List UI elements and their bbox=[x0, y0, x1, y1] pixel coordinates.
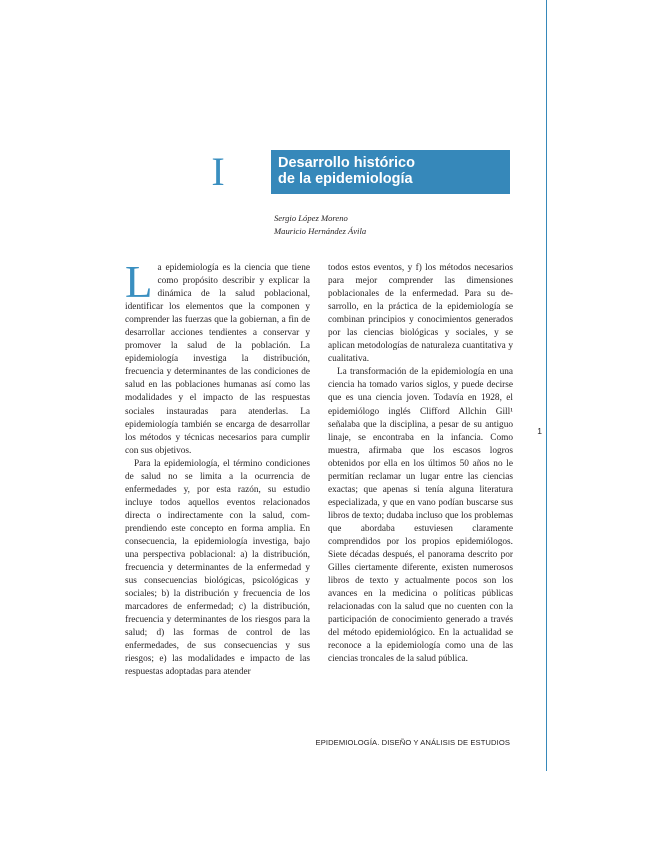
paragraph bbox=[125, 257, 310, 458]
drop-cap: L bbox=[125, 257, 153, 307]
paragraph: La transformación de la epidemiología en una ciencia ha tomado varios siglos, y puede decirse que es una ciencia joven. Todavía en 1928, el epidemiólogo inglés Clifford Allchin Gill¹ señalaba que la disciplina, a pesar de su antiguo linaje, se encontraba en la infancia. Como muestra, afirmaba que los escasos logros obtenidos por ella en los últimos 50 años no le permitían reclamar un lugar entre las ciencias exactas; que apenas si tenía alguna literatura especializada, y que en vano podían buscarse sus libros de texto; dudaba incluso que los problemas que abordaba estuviesen claramente comprendidos por los propios epidemiólogos. Siete décadas después, el panorama descrito por Gilles ciertamente diferente, existen numerosos libros de texto y actualmente pocos son los avances en la medicina o políticas públicas relacionadas con la salud que no cuenten con la participación de conocimiento generado a través del método epidemiológico. En la actualidad se reconoce a la epidemiología como una de las ciencias troncales de la salud pública. bbox=[328, 367, 513, 665]
text-column-right bbox=[328, 262, 513, 666]
chapter-title bbox=[271, 150, 510, 194]
margin-rule bbox=[546, 0, 547, 771]
chapter-title-line-1: Desarrollo histórico bbox=[278, 155, 415, 171]
chapter-title-line-2: de la epidemiología bbox=[278, 171, 413, 187]
author-name: Sergio López Moreno bbox=[274, 213, 348, 223]
author-name: Mauricio Hernández Ávila bbox=[274, 226, 367, 236]
paragraph-text: a epidemiología es la ciencia que tiene como propósito describir y explicar la dinámica de la salud poblacional, identificar los elementos que la componen y comprender las fuerzas que la gobiernan, a fin de desarrollar acciones tendientes a conservar y promover la salud de la población. La epidemiología investiga la distribución, frecuencia y determinantes de las condiciones de salud en las poblaciones humanas así como las modalidades y el impacto de las respuestas sociales instauradas para atenderlas. La epidemiología también se encarga de desarrollar los métodos y técnicas necesarios para cumplir con sus objetivos. bbox=[125, 263, 310, 456]
paragraph: Para la epidemiología, el término condiciones de salud no se limita a la ocurrencia de enfermedades y, por esta razón, su estudio incluye todos aquellos eventos relacionados directa o indirectamente con la salud, comprendiendo este concepto en forma amplia. En consecuencia, la epidemiología investiga, bajo una perspectiva poblacional: a) la distribución, frecuencia y determinantes de la enfermedad y sus consecuencias biológicas, psicológicas y sociales; b) la distribución y frecuencia de los marcadores de enfermedad; c) la distribución, frecuencia y determinantes de los riesgos para la salud; d) las formas de control de las enfermedades, de sus consecuencias y sus riesgos; e) las modalidades e impacto de las respuestas adoptadas para atender bbox=[125, 458, 310, 678]
text-column-left bbox=[125, 257, 310, 680]
paragraph: todos estos eventos, y f) los métodos necesarios para mejor comprender las dimensiones poblacionales de la enfermedad. Para su desarrollo, en la práctica de la epidemiología se combinan principios y conocimientos generados por las ciencias biológicas y sociales, y se aplican metodologías de naturaleza cuantitativa y cualitativa. bbox=[328, 263, 513, 365]
author-list bbox=[274, 212, 366, 238]
running-footer: EPIDEMIOLOGÍA. DISEÑO Y ANÁLISIS DE ESTUDIOS bbox=[315, 738, 510, 747]
chapter-numeral: I bbox=[211, 149, 225, 194]
page-number: 1 bbox=[537, 426, 542, 436]
